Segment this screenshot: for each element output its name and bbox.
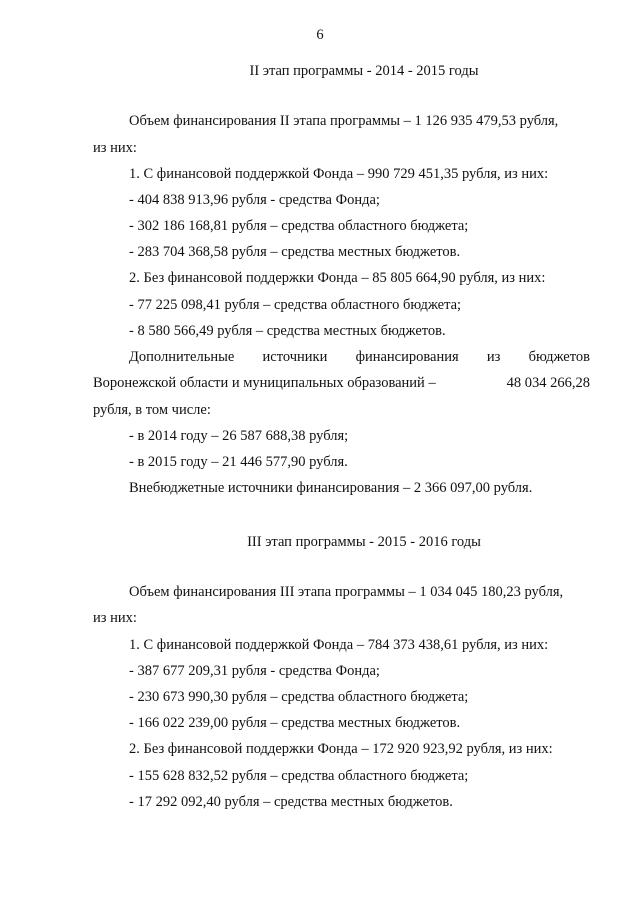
stage2-extrabudget: Внебюджетные источники финансирования – 2 366 097,00 рубля. bbox=[129, 480, 533, 496]
stage2-fund-item: - 404 838 913,96 рубля - средства Фонда; bbox=[129, 192, 380, 208]
stage3-fund-item: - 166 022 239,00 рубля – средства местных бюджетов. bbox=[129, 715, 461, 731]
additional-line2-amount: 48 034 266,28 bbox=[506, 375, 590, 391]
stage3-no-fund-item: - 17 292 092,40 рубля – средства местных бюджетов. bbox=[129, 794, 453, 810]
stage3-fund-item: - 230 673 990,30 рубля – средства областного бюджета; bbox=[129, 689, 469, 705]
stage2-heading: II этап программы - 2014 - 2015 годы bbox=[249, 63, 479, 79]
stage2-no-fund-item: - 8 580 566,49 рубля – средства местных бюджетов. bbox=[129, 323, 446, 339]
stage3-fund-item: - 387 677 209,31 рубля - средства Фонда; bbox=[129, 663, 380, 679]
stage2-year-item: - в 2014 году – 26 587 688,38 рубля; bbox=[129, 428, 349, 444]
additional-word: финансирования bbox=[355, 349, 459, 365]
additional-word: из bbox=[486, 349, 501, 365]
additional-word: Дополнительные bbox=[129, 349, 235, 365]
stage2-additional-line1 bbox=[129, 348, 590, 366]
additional-word: бюджетов bbox=[528, 349, 590, 365]
stage3-no-fund-support: 2. Без финансовой поддержки Фонда – 172 920 923,92 рубля, из них: bbox=[129, 741, 553, 757]
stage2-total-line2: из них: bbox=[93, 140, 137, 156]
stage2-fund-support: 1. С финансовой поддержкой Фонда – 990 729 451,35 рубля, из них: bbox=[129, 166, 549, 182]
page-number: 6 bbox=[316, 27, 324, 43]
stage3-fund-support: 1. С финансовой поддержкой Фонда – 784 373 438,61 рубля, из них: bbox=[129, 637, 549, 653]
stage2-no-fund-support: 2. Без финансовой поддержки Фонда – 85 805 664,90 рубля, из них: bbox=[129, 270, 546, 286]
stage3-no-fund-item: - 155 628 832,52 рубля – средства областного бюджета; bbox=[129, 768, 469, 784]
stage2-no-fund-item: - 77 225 098,41 рубля – средства областного бюджета; bbox=[129, 297, 462, 313]
stage2-year-item: - в 2015 году – 21 446 577,90 рубля. bbox=[129, 454, 348, 470]
additional-line2-text: Воронежской области и муниципальных образований – bbox=[93, 375, 436, 391]
stage3-total-line1: Объем финансирования III этапа программы – 1 034 045 180,23 рубля, bbox=[129, 584, 564, 600]
stage2-fund-item: - 302 186 168,81 рубля – средства областного бюджета; bbox=[129, 218, 469, 234]
stage3-total-line2: из них: bbox=[93, 610, 137, 626]
stage2-additional-line2 bbox=[93, 374, 590, 392]
additional-word: источники bbox=[262, 349, 328, 365]
stage2-fund-item: - 283 704 368,58 рубля – средства местных бюджетов. bbox=[129, 244, 461, 260]
stage2-total-line1: Объем финансирования II этапа программы – 1 126 935 479,53 рубля, bbox=[129, 113, 559, 129]
stage3-heading: III этап программы - 2015 - 2016 годы bbox=[247, 534, 481, 550]
stage2-additional-line3: рубля, в том числе: bbox=[93, 402, 211, 418]
